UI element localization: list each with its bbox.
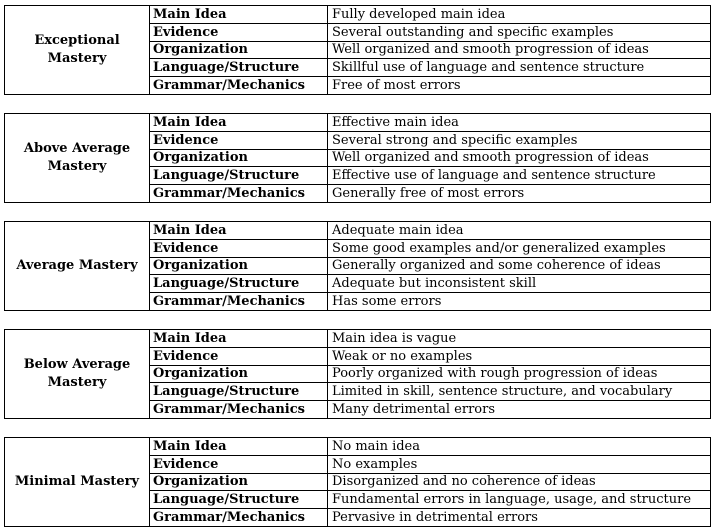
criterion-label: Grammar/Mechanics	[150, 293, 328, 310]
table-row	[150, 258, 710, 276]
criterion-description: Effective main idea	[332, 114, 459, 130]
criteria-rows	[150, 222, 710, 310]
criterion-description: No main idea	[332, 438, 420, 454]
criterion-description: Well organized and smooth progression of ideas	[332, 150, 649, 166]
table-row	[150, 114, 710, 132]
criterion-description: Adequate main idea	[332, 222, 464, 238]
criteria-rows	[150, 330, 710, 418]
table-row	[150, 59, 710, 77]
criterion-label: Organization	[150, 366, 328, 383]
table-row	[150, 132, 710, 150]
criterion-description: Fundamental errors in language, usage, and structure	[332, 492, 692, 508]
criterion-description: Several strong and specific examples	[332, 132, 578, 148]
criterion-label: Grammar/Mechanics	[150, 185, 328, 202]
criterion-description: Some good examples and/or generalized examples	[332, 240, 666, 256]
table-row	[150, 275, 710, 293]
table-row	[150, 401, 710, 418]
criterion-description: Disorganized and no coherence of ideas	[332, 474, 596, 490]
table-row	[150, 222, 710, 240]
table-row	[150, 42, 710, 60]
rubric-table	[4, 5, 711, 95]
table-row	[150, 456, 710, 474]
table-row	[150, 150, 710, 168]
criterion-label: Language/Structure	[150, 59, 328, 76]
rubric-table	[4, 329, 711, 419]
criterion-description: Poorly organized with rough progression of ideas	[332, 366, 658, 382]
criterion-description: Fully developed main idea	[332, 6, 506, 22]
criteria-rows	[150, 438, 710, 526]
criterion-label: Organization	[150, 42, 328, 59]
table-row	[150, 348, 710, 366]
criterion-label: Evidence	[150, 456, 328, 473]
criterion-description: Pervasive in detrimental errors	[332, 510, 538, 526]
mastery-level-label: Above Average Mastery	[5, 114, 150, 202]
criterion-label: Language/Structure	[150, 167, 328, 184]
criterion-label: Evidence	[150, 240, 328, 257]
criterion-label: Main Idea	[150, 222, 328, 239]
criterion-label: Organization	[150, 474, 328, 491]
table-row	[150, 6, 710, 24]
criterion-description: Adequate but inconsistent skill	[332, 276, 537, 292]
criterion-label: Main Idea	[150, 6, 328, 23]
criterion-label: Main Idea	[150, 438, 328, 455]
criterion-label: Language/Structure	[150, 383, 328, 400]
table-row	[150, 330, 710, 348]
table-row	[150, 77, 710, 94]
criterion-label: Main Idea	[150, 114, 328, 131]
table-row	[150, 491, 710, 509]
criterion-description: Well organized and smooth progression of ideas	[332, 42, 649, 58]
mastery-level-label: Average Mastery	[5, 222, 150, 310]
mastery-level-label: Below Average Mastery	[5, 330, 150, 418]
criterion-label: Organization	[150, 150, 328, 167]
criterion-description: Effective use of language and sentence structure	[332, 168, 656, 184]
mastery-level-label: Exceptional Mastery	[5, 6, 150, 94]
criterion-label: Evidence	[150, 348, 328, 365]
table-row	[150, 24, 710, 42]
mastery-level-label: Minimal Mastery	[5, 438, 150, 526]
rubric-table	[4, 221, 711, 311]
criterion-description: Skillful use of language and sentence structure	[332, 60, 645, 76]
table-row	[150, 240, 710, 258]
criterion-label: Evidence	[150, 24, 328, 41]
criterion-description: Has some errors	[332, 294, 442, 310]
criterion-description: Several outstanding and specific examples	[332, 24, 614, 40]
table-row	[150, 509, 710, 526]
criterion-label: Grammar/Mechanics	[150, 401, 328, 418]
rubric-table	[4, 437, 711, 527]
criterion-label: Language/Structure	[150, 491, 328, 508]
criterion-label: Grammar/Mechanics	[150, 77, 328, 94]
criterion-description: Generally free of most errors	[332, 186, 525, 202]
criterion-description: Generally organized and some coherence of ideas	[332, 258, 661, 274]
criterion-label: Grammar/Mechanics	[150, 509, 328, 526]
criterion-label: Language/Structure	[150, 275, 328, 292]
criterion-description: No examples	[332, 456, 418, 472]
table-row	[150, 293, 710, 310]
criterion-label: Evidence	[150, 132, 328, 149]
rubric-table	[4, 113, 711, 203]
table-row	[150, 438, 710, 456]
table-row	[150, 383, 710, 401]
table-row	[150, 366, 710, 384]
criterion-description: Limited in skill, sentence structure, and vocabulary	[332, 384, 673, 400]
criteria-rows	[150, 114, 710, 202]
criterion-description: Many detrimental errors	[332, 402, 496, 418]
criterion-label: Organization	[150, 258, 328, 275]
criterion-description: Free of most errors	[332, 78, 461, 94]
table-row	[150, 474, 710, 492]
criterion-description: Main idea is vague	[332, 330, 457, 346]
criteria-rows	[150, 6, 710, 94]
criterion-description: Weak or no examples	[332, 348, 473, 364]
criterion-label: Main Idea	[150, 330, 328, 347]
table-row	[150, 185, 710, 202]
table-row	[150, 167, 710, 185]
